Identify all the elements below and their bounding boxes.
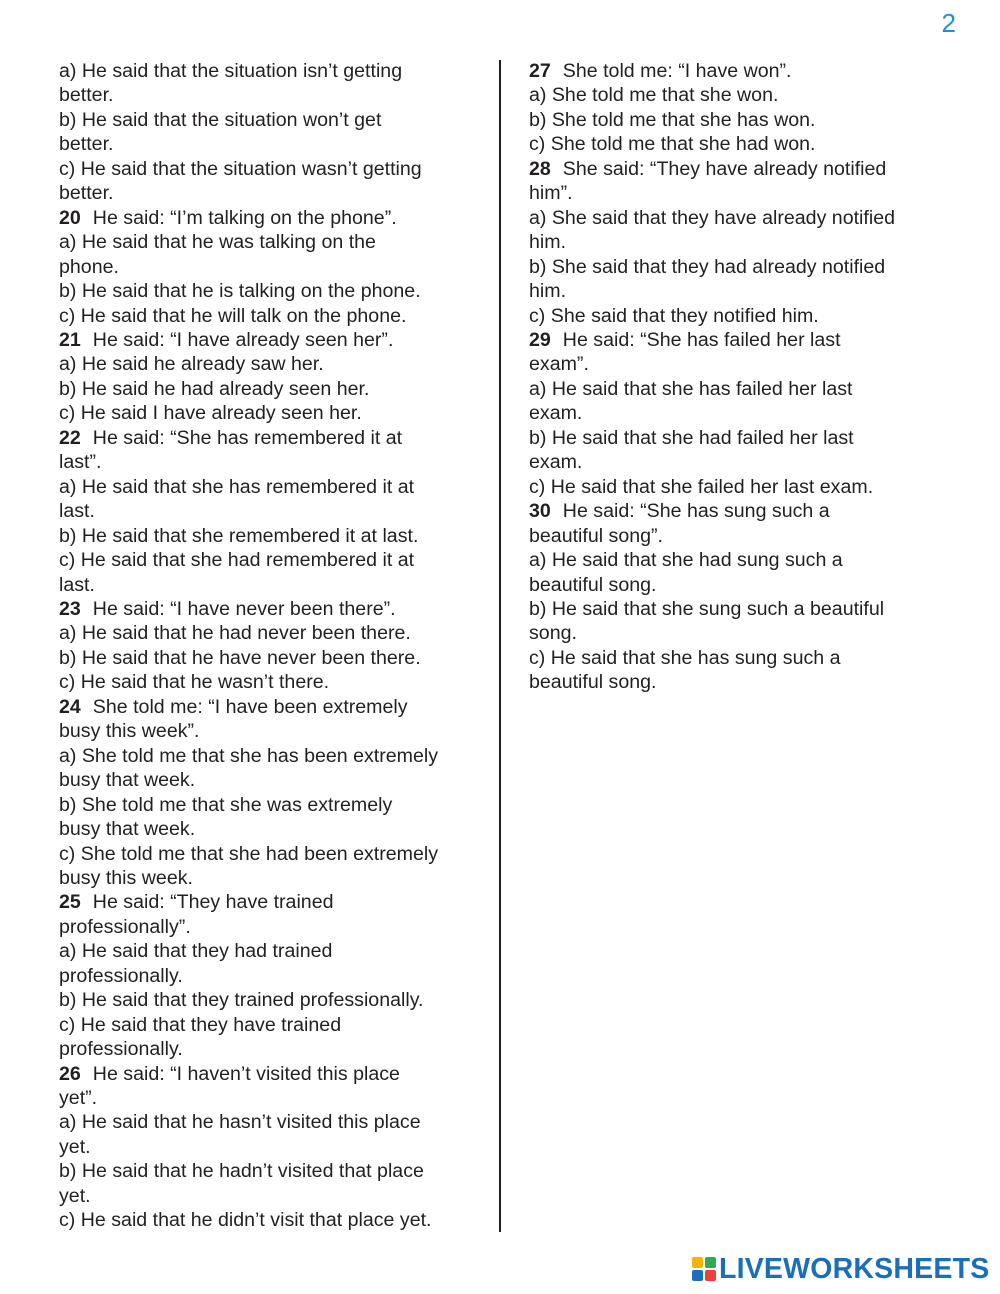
text-line <box>59 108 479 132</box>
text-line <box>529 548 949 572</box>
line-text: c) She said that they notified him. <box>529 304 819 327</box>
text-line <box>59 1110 479 1134</box>
line-text: c) He said that he didn’t visit that place yet. <box>59 1209 432 1232</box>
question-prompt <box>59 206 479 230</box>
text-line <box>59 377 479 401</box>
text-line <box>529 279 949 303</box>
logo-grid-icon <box>692 1257 716 1281</box>
line-text: c) He said that they have trained <box>59 1013 342 1036</box>
text-line <box>59 964 479 988</box>
question-prompt <box>529 157 949 181</box>
line-text: a) She told me that she has been extremely <box>59 744 439 767</box>
text-line <box>59 475 479 499</box>
question-number: 28 <box>529 157 551 180</box>
line-text: She told me: “I have won”. <box>562 60 792 82</box>
question-prompt <box>59 426 479 450</box>
line-text: professionally”. <box>59 915 191 938</box>
line-text: professionally. <box>59 1038 183 1061</box>
text-line <box>529 377 949 401</box>
text-line <box>529 132 949 156</box>
text-line <box>59 646 479 670</box>
line-text: He said: “They have trained <box>92 891 334 914</box>
text-line <box>59 1086 479 1110</box>
question-prompt <box>59 890 479 914</box>
line-text: c) He said that he wasn’t there. <box>59 671 330 694</box>
line-text: b) He said that she remembered it at last. <box>59 524 419 547</box>
text-line <box>59 524 479 548</box>
text-line <box>529 83 949 107</box>
line-text: c) He said that she has sung such a <box>529 646 841 669</box>
line-text: c) She told me that she had been extremely <box>59 842 439 865</box>
question-number: 24 <box>59 695 81 718</box>
line-text: busy that week. <box>59 769 196 792</box>
line-text: yet”. <box>59 1087 98 1110</box>
page-number: 2 <box>941 8 956 38</box>
line-text: b) He said that the situation won’t get <box>59 108 382 131</box>
line-text: beautiful song. <box>529 671 657 694</box>
line-text: yet. <box>59 1184 91 1207</box>
text-line <box>59 499 479 523</box>
text-line <box>59 1208 479 1232</box>
text-line <box>59 573 479 597</box>
line-text: b) She told me that she has won. <box>529 108 816 131</box>
line-text: a) He said he already saw her. <box>59 353 324 376</box>
text-line <box>59 1159 479 1183</box>
text-line <box>59 157 479 181</box>
line-text: b) She said that they had already notified <box>529 255 886 278</box>
line-text: last. <box>59 573 95 596</box>
text-line <box>59 670 479 694</box>
text-line <box>529 255 949 279</box>
line-text: b) She told me that she was extremely <box>59 793 393 816</box>
text-line <box>59 255 479 279</box>
line-text: busy this week. <box>59 866 193 889</box>
text-line <box>59 401 479 425</box>
line-text: He said: “I’m talking on the phone”. <box>92 206 397 229</box>
line-text: him. <box>529 231 567 254</box>
line-text: professionally. <box>59 964 183 987</box>
question-number: 22 <box>59 426 81 449</box>
line-text: He said: “I haven’t visited this place <box>92 1062 400 1085</box>
logo-square <box>705 1270 716 1281</box>
text-line <box>529 573 949 597</box>
line-text: busy that week. <box>59 818 196 841</box>
line-text: beautiful song. <box>529 573 657 596</box>
line-text: b) He said that he have never been there. <box>59 646 421 669</box>
text-line <box>529 426 949 450</box>
line-text: a) He said that they had trained <box>59 940 333 963</box>
logo-square <box>692 1257 703 1268</box>
question-prompt <box>529 499 949 523</box>
text-line <box>529 670 949 694</box>
line-text: a) He said that he had never been there. <box>59 622 411 645</box>
text-line <box>529 181 949 205</box>
text-line <box>59 939 479 963</box>
text-line <box>529 230 949 254</box>
line-text: c) He said that the situation wasn’t getting <box>59 157 422 180</box>
text-line <box>529 646 949 670</box>
text-line <box>529 597 949 621</box>
text-line <box>59 132 479 156</box>
line-text: b) He said he had already seen her. <box>59 377 370 400</box>
text-line <box>529 108 949 132</box>
question-number: 26 <box>59 1062 81 1085</box>
text-line <box>59 230 479 254</box>
text-line <box>59 450 479 474</box>
question-number: 23 <box>59 597 81 620</box>
text-line <box>59 1037 479 1061</box>
column-divider <box>499 60 501 1232</box>
line-text: phone. <box>59 255 119 278</box>
line-text: a) She told me that she won. <box>529 84 779 107</box>
text-line <box>59 83 479 107</box>
text-line <box>59 719 479 743</box>
text-line <box>59 793 479 817</box>
line-text: beautiful song”. <box>529 524 663 547</box>
logo-square <box>692 1270 703 1281</box>
line-text: c) He said I have already seen her. <box>59 402 362 425</box>
text-line <box>529 206 949 230</box>
text-line <box>59 279 479 303</box>
logo-text: LIVEWORKSHEETS <box>719 1252 990 1285</box>
line-text: him. <box>529 280 567 303</box>
line-text: better. <box>59 182 114 205</box>
line-text: b) He said that they trained professionally. <box>59 989 424 1012</box>
question-prompt <box>59 597 479 621</box>
line-text: She told me: “I have been extremely <box>92 695 408 718</box>
line-text: a) He said that she has remembered it at <box>59 475 415 498</box>
line-text: a) He said that she had sung such a <box>529 549 843 572</box>
text-line <box>59 842 479 866</box>
text-line <box>529 621 949 645</box>
line-text: c) He said that he will talk on the phone. <box>59 304 407 327</box>
text-line <box>529 524 949 548</box>
line-text: c) He said that she had remembered it at <box>59 549 415 572</box>
text-line <box>59 744 479 768</box>
line-text: c) She told me that she had won. <box>529 133 816 156</box>
line-text: a) She said that they have already notified <box>529 206 895 229</box>
line-text: b) He said that he hadn’t visited that place <box>59 1160 424 1183</box>
question-number: 25 <box>59 891 81 914</box>
text-line <box>59 181 479 205</box>
right-column <box>529 59 949 695</box>
question-number: 20 <box>59 206 81 229</box>
question-number: 29 <box>529 328 551 351</box>
text-line <box>529 352 949 376</box>
line-text: a) He said that she has failed her last <box>529 377 853 400</box>
line-text: him”. <box>529 182 573 205</box>
line-text: last”. <box>59 451 102 474</box>
line-text: better. <box>59 84 114 107</box>
line-text: c) He said that she failed her last exam. <box>529 475 874 498</box>
text-line <box>59 352 479 376</box>
line-text: busy this week”. <box>59 720 200 743</box>
question-prompt <box>529 328 949 352</box>
question-number: 27 <box>529 60 551 82</box>
line-text: better. <box>59 133 114 156</box>
line-text: He said: “I have never been there”. <box>92 597 396 620</box>
line-text: exam. <box>529 402 583 425</box>
line-text: b) He said that she sung such a beautiful <box>529 597 885 620</box>
text-line <box>59 768 479 792</box>
text-line <box>59 304 479 328</box>
text-line <box>59 548 479 572</box>
text-line <box>529 450 949 474</box>
text-line <box>529 304 949 328</box>
line-text: b) He said that she had failed her last <box>529 426 854 449</box>
text-line <box>59 988 479 1012</box>
line-text: He said: “She has sung such a <box>562 500 830 523</box>
question-number: 21 <box>59 328 81 351</box>
line-text: song. <box>529 622 577 645</box>
text-line <box>59 866 479 890</box>
text-line <box>59 621 479 645</box>
line-text: He said: “She has failed her last <box>562 328 841 351</box>
question-prompt <box>59 328 479 352</box>
text-line <box>529 401 949 425</box>
line-text: b) He said that he is talking on the phone. <box>59 280 421 303</box>
line-text: exam”. <box>529 353 589 376</box>
text-line <box>59 1013 479 1037</box>
question-prompt <box>529 59 949 83</box>
question-number: 30 <box>529 500 551 523</box>
logo-square <box>705 1257 716 1268</box>
text-line <box>59 59 479 83</box>
text-line <box>59 817 479 841</box>
line-text: She said: “They have already notified <box>562 157 887 180</box>
line-text: a) He said that he was talking on the <box>59 231 376 254</box>
line-text: a) He said that the situation isn’t getting <box>59 60 403 82</box>
question-prompt <box>59 1062 479 1086</box>
text-line <box>59 1135 479 1159</box>
line-text: He said: “I have already seen her”. <box>92 328 394 351</box>
line-text: exam. <box>529 451 583 474</box>
text-line <box>59 1184 479 1208</box>
line-text: last. <box>59 500 95 523</box>
text-line <box>59 915 479 939</box>
left-column <box>59 59 479 1233</box>
line-text: yet. <box>59 1135 91 1158</box>
text-line <box>529 475 949 499</box>
question-prompt <box>59 695 479 719</box>
line-text: a) He said that he hasn’t visited this place <box>59 1111 421 1134</box>
line-text: He said: “She has remembered it at <box>92 426 403 449</box>
liveworksheets-logo[interactable] <box>692 1252 989 1286</box>
